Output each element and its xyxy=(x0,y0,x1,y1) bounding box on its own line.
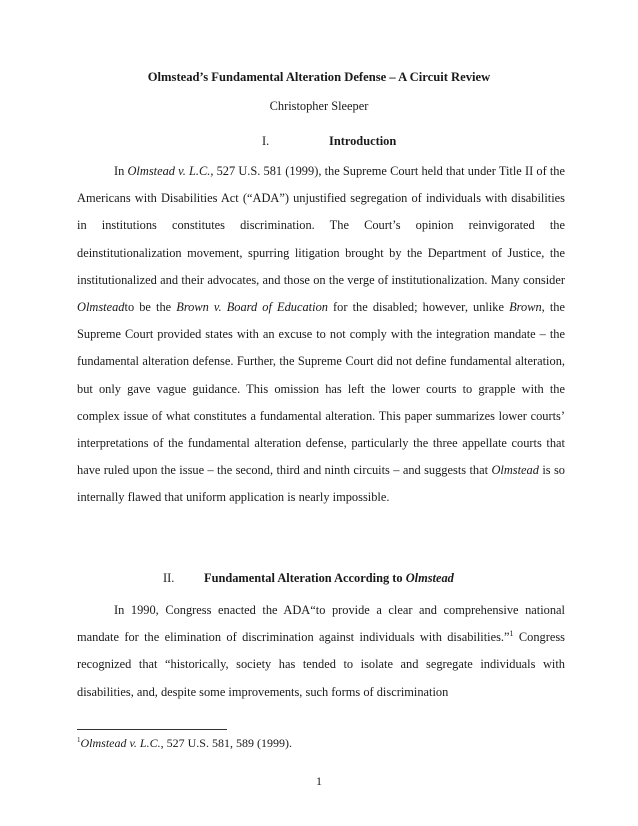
case-citation: Brown xyxy=(509,300,542,315)
section-title: Fundamental Alteration According to Olmstead xyxy=(204,571,454,585)
footnote-number: 1 xyxy=(77,736,81,744)
case-citation: Olmstead v. L.C. xyxy=(80,736,161,750)
author-name: Christopher Sleeper xyxy=(269,99,369,113)
page-number: 1 xyxy=(316,774,322,788)
footnote-reference[interactable]: 1 xyxy=(509,629,514,639)
section-number: II. xyxy=(163,571,175,585)
body-paragraph: In 1990, Congress enacted the ADA“to provide a clear and comprehensive national mandate for the elimination of discrimination against individuals with disabilities.”$^1$ Congress recognized that “historically, society has tended to isolate and segregate individuals with disabilities, and, despite some improvements, such forms of discrimination xyxy=(77,603,566,699)
document-title: Olmstead’s Fundamental Alteration Defense – A Circuit Review xyxy=(147,70,491,84)
case-citation: Brown v. Board of Education xyxy=(176,300,328,315)
case-citation: Olmstead xyxy=(491,463,539,478)
footnote-divider xyxy=(77,729,227,730)
footnote: $^1$Olmstead v. L.C., 527 U.S. 581, 589 (1999). xyxy=(77,736,292,750)
introduction-paragraph: In Olmstead v. L.C., 527 U.S. 581 (1999), the Supreme Court held that under Title II of the Americans with Disabilities Act (“ADA”) unjustified segregation of individuals with disabilities in institutions constitutes discrimination. The Court’s opinion reinvigorated the deinstitutionalization movement, spurring litigation brought by the Department of Justice, the institutionalized and their advocates, and those on the verge of institutionalization. Many consider Olmsteadto be the Brown v. Board of Education for the disabled; however, unlike Brown, the Supreme Court provided states with an excuse to not comply with the integration mandate – the fundamental alteration defense. Further, the Supreme Court did not define fundamental alteration, but only gave vague guidance. This omission has left the lower courts to grapple with the complex issue of what constitutes a fundamental alteration. This paper summarizes lower courts’ interpretations of the fundamental alteration defense, particularly the three appellate courts that have ruled upon the issue – the second, third and ninth circuits – and suggests that Olmstead is so internally flawed that uniform application is nearly impossible. xyxy=(77,164,566,505)
case-citation: Olmstead v. L.C., xyxy=(127,164,214,178)
case-citation: Olmstead xyxy=(77,300,125,315)
section-title: Introduction xyxy=(329,134,397,148)
section-number: I. xyxy=(262,134,270,148)
